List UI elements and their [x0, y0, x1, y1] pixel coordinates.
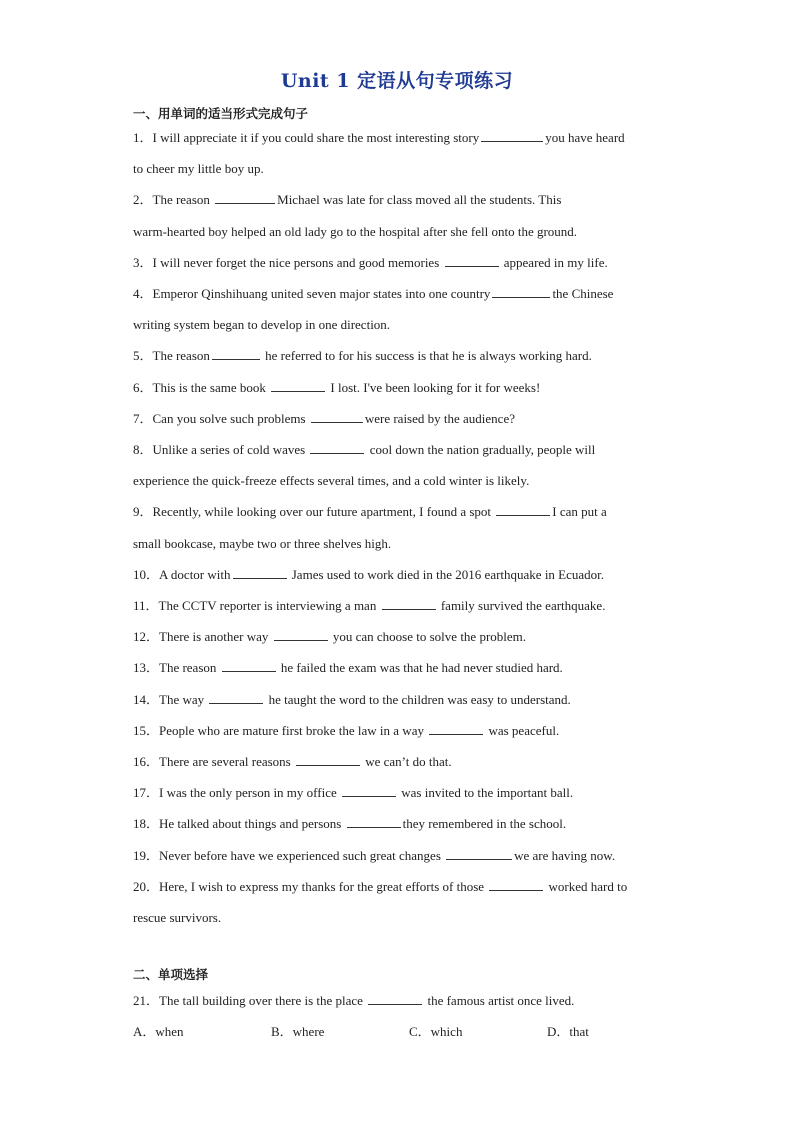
- answer-blank[interactable]: [296, 754, 360, 766]
- line-text: 10．A doctor with: [133, 567, 231, 582]
- question-line-17: [133, 628, 663, 646]
- line-text: 19．Never before have we experienced such great changes: [133, 848, 445, 863]
- line-text: he referred to for his success is that he is always working hard.: [261, 348, 592, 363]
- line-text: warm-hearted boy helped an old lady go to the hospital after she fell onto the ground.: [133, 224, 578, 239]
- answer-blank[interactable]: [481, 130, 543, 142]
- line-text: 5．The reason: [133, 348, 210, 363]
- line-text: 8．Unlike a series of cold waves: [133, 442, 309, 457]
- question-line-2: [133, 160, 663, 178]
- option-b[interactable]: B．where: [271, 1024, 325, 1039]
- line-text: 1．I will appreciate it if you could share the most interesting story: [133, 130, 480, 145]
- line-text: was peaceful.: [485, 723, 560, 738]
- question-line-23: [133, 815, 663, 833]
- line-text: 9．Recently, while looking over our future apartment, I found a spot: [133, 504, 495, 519]
- question-line-22: [133, 784, 663, 802]
- line-text: you have heard: [545, 130, 625, 145]
- question-line-11: [133, 441, 663, 459]
- answer-blank[interactable]: [446, 848, 512, 860]
- answer-blank[interactable]: [209, 692, 263, 704]
- question-line-5: [133, 254, 663, 272]
- question-line-16: [133, 597, 663, 615]
- line-text: to cheer my little boy up.: [133, 161, 264, 176]
- line-text: Michael was late for class moved all the students. This: [277, 192, 562, 207]
- question-line-18: [133, 659, 663, 677]
- line-text: you can choose to solve the problem.: [329, 629, 527, 644]
- question-line-6: [133, 285, 663, 303]
- answer-blank[interactable]: [233, 567, 287, 579]
- question-line-13: [133, 503, 663, 521]
- line-text: I can put a: [552, 504, 607, 519]
- section-heading-multiple-choice: 二、单项选择: [133, 967, 209, 982]
- line-text: 12．There is another way: [133, 629, 272, 644]
- answer-blank[interactable]: [347, 816, 401, 828]
- line-text: I lost. I've been looking for it for weeks!: [327, 380, 541, 395]
- line-text: worked hard to: [545, 879, 628, 894]
- answer-blank[interactable]: [274, 629, 328, 641]
- line-text: they remembered in the school.: [402, 816, 567, 831]
- answer-blank[interactable]: [492, 286, 550, 298]
- answer-blank[interactable]: [342, 785, 396, 797]
- answer-blank[interactable]: [382, 598, 436, 610]
- line-text: appeared in my life.: [500, 255, 608, 270]
- option-a[interactable]: A．when: [133, 1024, 184, 1039]
- answer-blank[interactable]: [215, 192, 275, 204]
- line-text: family survived the earthquake.: [437, 598, 606, 613]
- line-text: 7．Can you solve such problems: [133, 411, 309, 426]
- line-text: writing system began to develop in one direction.: [133, 317, 391, 332]
- line-text: the Chinese: [552, 286, 614, 301]
- line-text: 13．The reason: [133, 660, 220, 675]
- answer-blank[interactable]: [429, 723, 483, 735]
- question-line-9: [133, 379, 663, 397]
- question-line-12: [133, 472, 663, 490]
- line-text: 20．Here, I wish to express my thanks for the great efforts of those: [133, 879, 488, 894]
- line-text: cool down the nation gradually, people will: [366, 442, 596, 457]
- option-c[interactable]: C．which: [409, 1024, 463, 1039]
- answer-blank[interactable]: [222, 660, 276, 672]
- line-text: rescue survivors.: [133, 910, 222, 925]
- line-text: experience the quick-freeze effects several times, and a cold winter is likely.: [133, 473, 530, 488]
- answer-blank[interactable]: [311, 411, 363, 423]
- line-text: 4．Emperor Qinshihuang united seven major states into one country: [133, 286, 491, 301]
- answer-blank[interactable]: [489, 879, 543, 891]
- question-line-20: [133, 722, 663, 740]
- question-line-14: [133, 535, 663, 553]
- line-text: was invited to the important ball.: [398, 785, 574, 800]
- question-line-27: [133, 992, 663, 1010]
- line-text: we are having now.: [514, 848, 616, 863]
- line-text: we can’t do that.: [361, 754, 452, 769]
- question-line-1: [133, 129, 663, 147]
- answer-blank[interactable]: [496, 504, 550, 516]
- line-text: 18．He talked about things and persons: [133, 816, 345, 831]
- line-text: small bookcase, maybe two or three shelves high.: [133, 536, 392, 551]
- section-heading-fill-in: 一、用单词的适当形式完成句子: [133, 106, 309, 121]
- question-line-26: [133, 909, 663, 927]
- answer-blank[interactable]: [212, 348, 260, 360]
- line-text: 17．I was the only person in my office: [133, 785, 340, 800]
- answer-blank[interactable]: [271, 380, 325, 392]
- line-text: he taught the word to the children was easy to understand.: [265, 692, 571, 707]
- line-text: 6．This is the same book: [133, 380, 270, 395]
- question-line-10: [133, 410, 663, 428]
- line-text: the famous artist once lived.: [424, 993, 575, 1008]
- line-text: 3．I will never forget the nice persons and good memories: [133, 255, 443, 270]
- question-line-3: [133, 191, 663, 209]
- question-line-8: [133, 347, 663, 365]
- line-text: 11．The CCTV reporter is interviewing a man: [133, 598, 380, 613]
- question-line-25: [133, 878, 663, 896]
- question-line-15: [133, 566, 663, 584]
- line-text: 16．There are several reasons: [133, 754, 294, 769]
- question-line-19: [133, 691, 663, 709]
- answer-blank[interactable]: [368, 993, 422, 1005]
- question-line-24: [133, 847, 663, 865]
- line-text: 15．People who are mature first broke the law in a way: [133, 723, 428, 738]
- answer-blank[interactable]: [310, 442, 364, 454]
- page-title: Unit 1 定语从句专项练习: [280, 70, 514, 92]
- question-line-7: [133, 316, 663, 334]
- line-text: 14．The way: [133, 692, 208, 707]
- line-text: 21．The tall building over there is the place: [133, 993, 367, 1008]
- question-line-21: [133, 753, 663, 771]
- line-text: he failed the exam was that he had never studied hard.: [277, 660, 563, 675]
- line-text: James used to work died in the 2016 earthquake in Ecuador.: [288, 567, 605, 582]
- line-text: 2．The reason: [133, 192, 214, 207]
- answer-blank[interactable]: [445, 255, 499, 267]
- question-line-4: [133, 223, 663, 241]
- line-text: were raised by the audience?: [364, 411, 515, 426]
- option-d[interactable]: D．that: [547, 1024, 589, 1039]
